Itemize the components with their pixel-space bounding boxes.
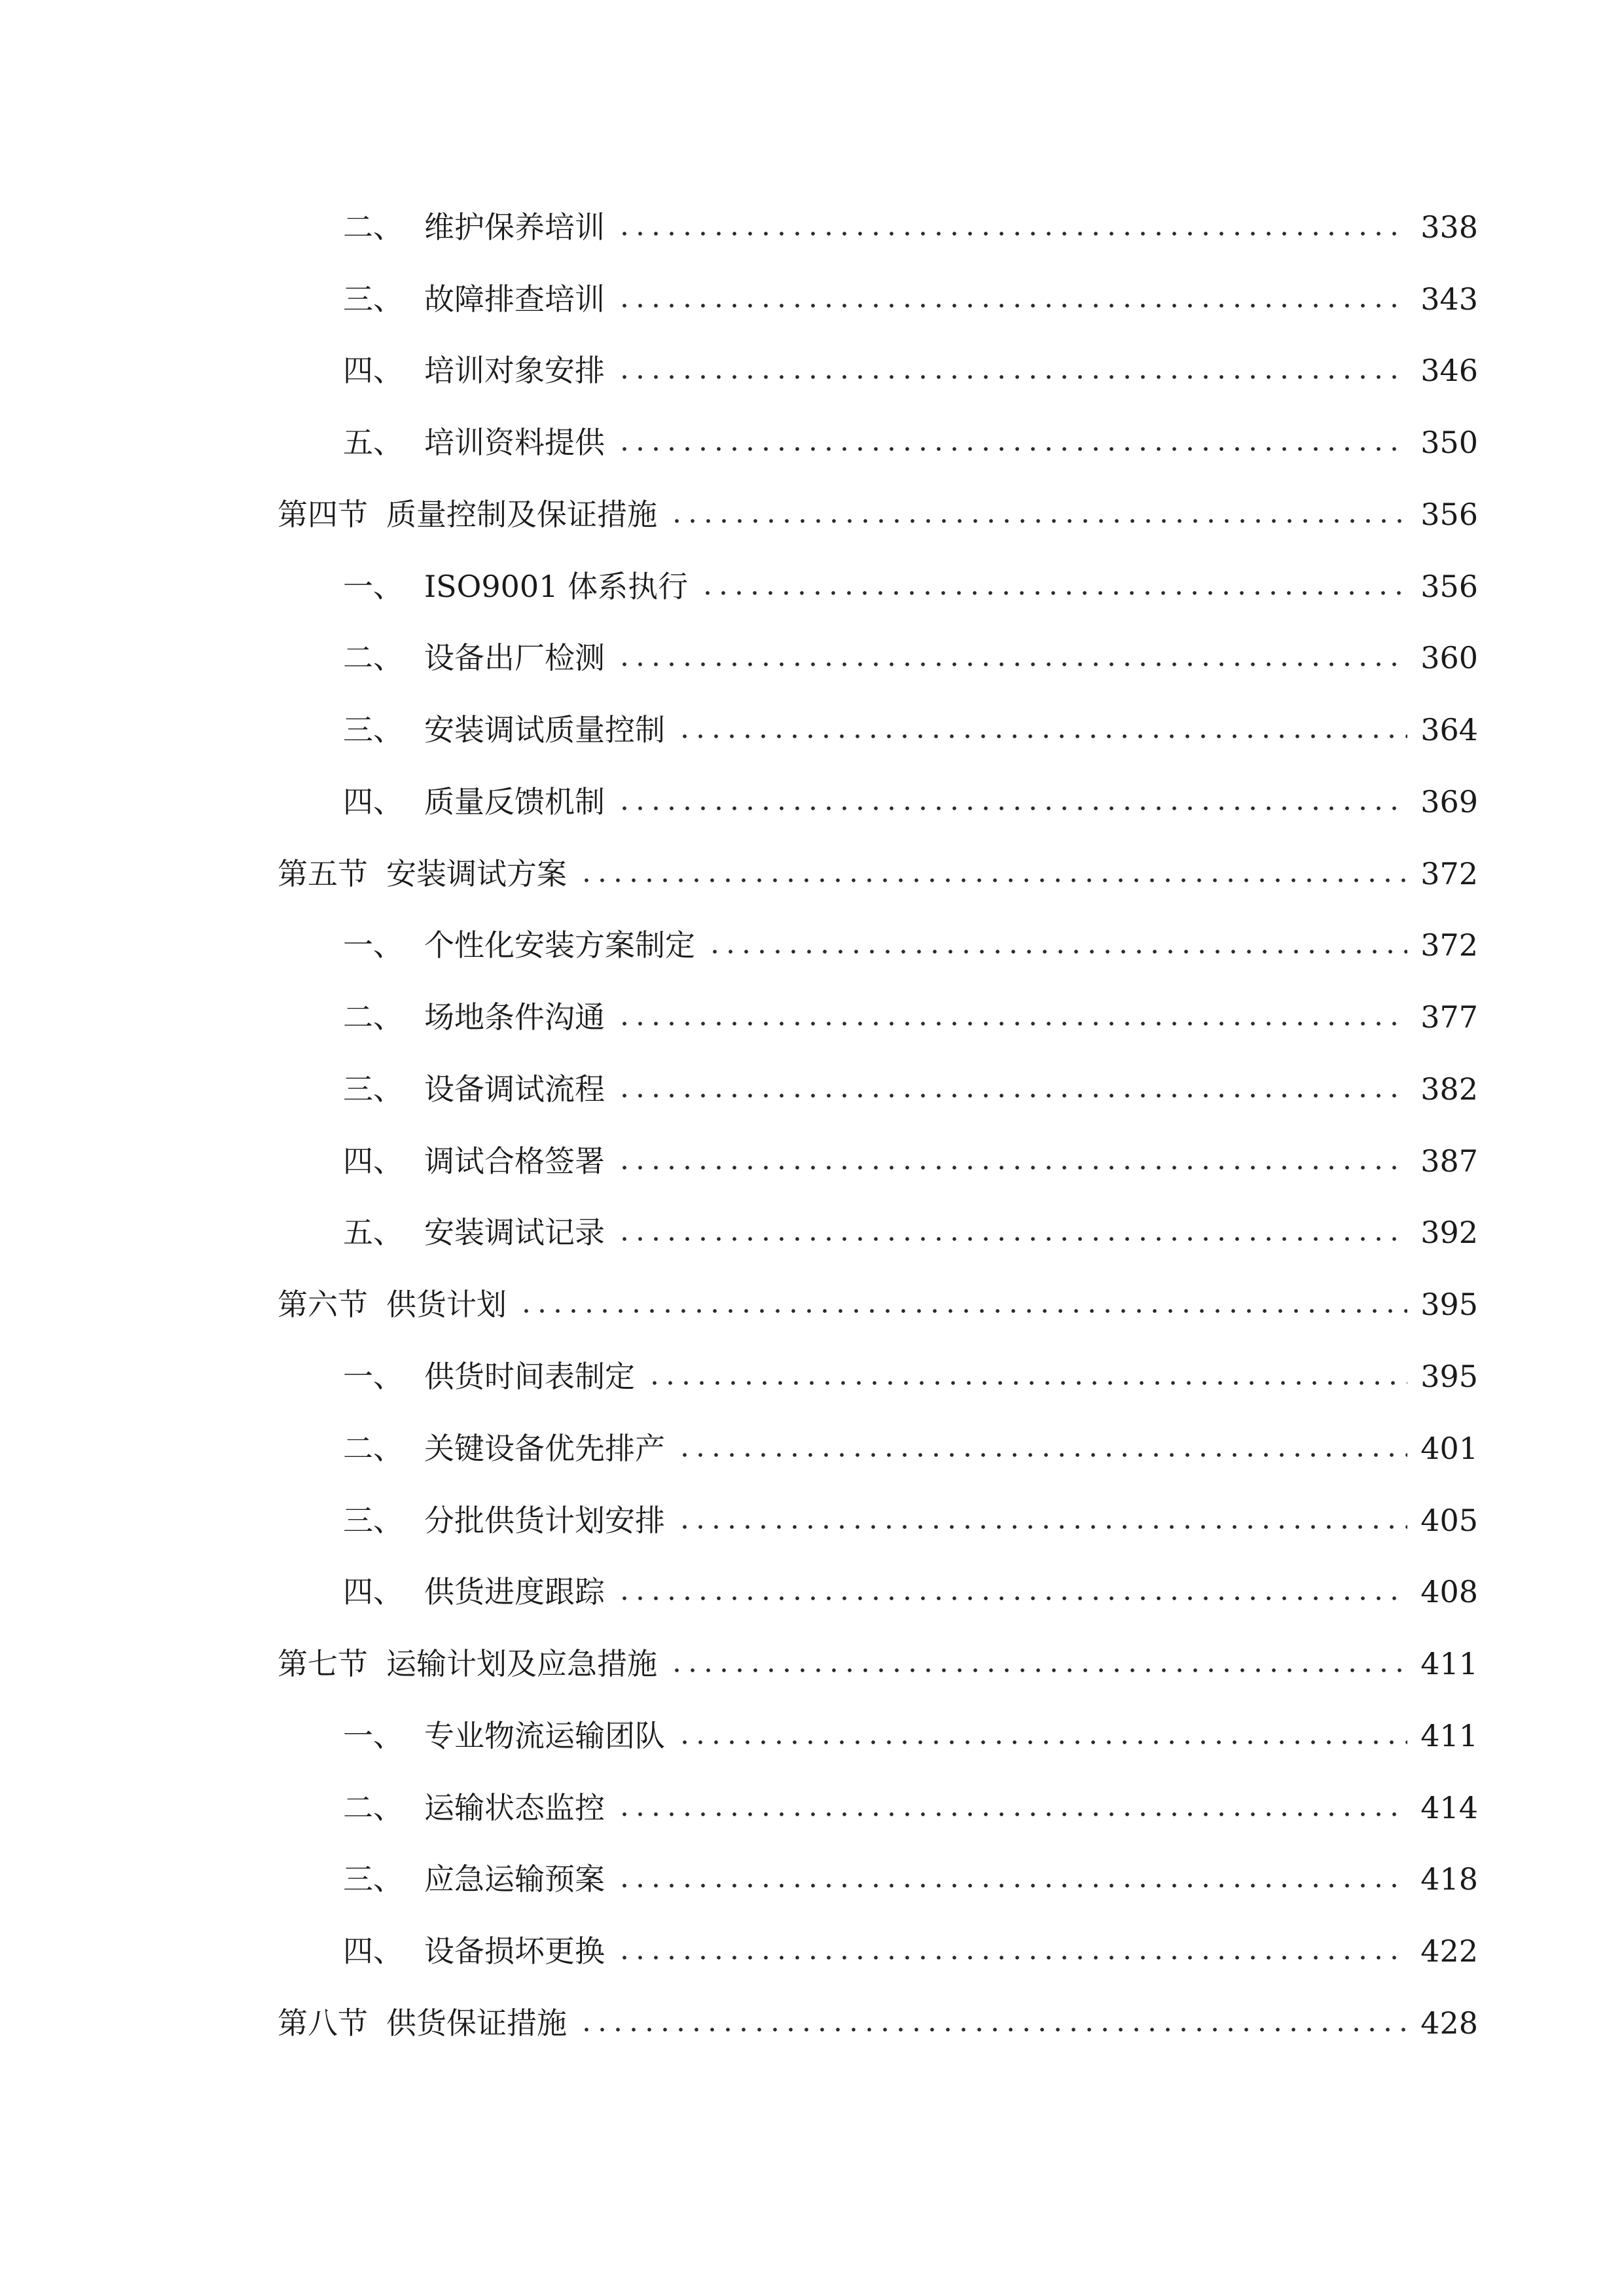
- toc-section-number: 第八节: [278, 2005, 368, 2041]
- toc-entry-page: 387: [1420, 1143, 1478, 1179]
- toc-entry[interactable]: [343, 1483, 1478, 1538]
- toc-entry-page: 392: [1420, 1215, 1478, 1250]
- dot-leader: [617, 1595, 1407, 1602]
- toc-entry[interactable]: [343, 1339, 1478, 1394]
- toc-entry[interactable]: [343, 1195, 1478, 1250]
- toc-entry-page: 338: [1420, 209, 1478, 245]
- toc-entry-title: 设备出厂检测: [424, 640, 605, 675]
- toc-entry-title: 调试合格签署: [424, 1143, 605, 1179]
- toc-entry-page: 356: [1420, 569, 1478, 604]
- dot-leader: [617, 1882, 1407, 1889]
- dot-leader: [617, 805, 1407, 812]
- toc-entry-title: 供货进度跟踪: [424, 1574, 605, 1609]
- dot-leader: [669, 518, 1407, 524]
- toc-entry-number: 五、: [343, 425, 403, 460]
- toc-entry[interactable]: [343, 1554, 1478, 1607]
- toc-entry-number: 三、: [343, 1861, 403, 1897]
- toc-section-entry[interactable]: [278, 1626, 1478, 1679]
- dot-leader: [617, 446, 1407, 452]
- toc-entry-number: 二、: [343, 1431, 403, 1466]
- toc-entry-number: 二、: [343, 999, 403, 1035]
- toc-section-entry[interactable]: [278, 477, 1478, 532]
- toc-section-title: 安装调试方案: [386, 856, 567, 891]
- toc-entry-number: 三、: [343, 1503, 403, 1538]
- toc-entry-number: 三、: [343, 1071, 403, 1107]
- toc-entry-number: 二、: [343, 209, 403, 245]
- toc-entry-title: 个性化安装方案制定: [424, 927, 695, 963]
- toc-entry[interactable]: [343, 692, 1478, 745]
- toc-section-title: 供货计划: [386, 1287, 507, 1322]
- dot-leader: [617, 1092, 1407, 1099]
- toc-entry-page: 343: [1420, 281, 1478, 317]
- toc-entry-number: 二、: [343, 640, 403, 675]
- toc-entry[interactable]: [343, 980, 1478, 1035]
- toc-entry[interactable]: [343, 1124, 1478, 1179]
- toc-entry[interactable]: [343, 190, 1478, 245]
- toc-entry-title: 场地条件沟通: [424, 999, 605, 1035]
- toc-entry-page: 372: [1420, 856, 1478, 891]
- toc-entry-page: 372: [1420, 927, 1478, 963]
- dot-leader: [617, 1811, 1407, 1818]
- dot-leader: [707, 948, 1407, 955]
- dot-leader: [617, 1164, 1407, 1171]
- toc-section-title: 运输计划及应急措施: [386, 1646, 657, 1681]
- toc-entry-title: 供货时间表制定: [424, 1359, 635, 1394]
- toc-entry-number: 一、: [343, 927, 403, 963]
- toc-entry-title: 设备调试流程: [424, 1071, 605, 1107]
- toc-entry-title: 设备损坏更换: [424, 1933, 605, 1969]
- toc-section-entry[interactable]: [278, 836, 1478, 889]
- toc-entry-title: 专业物流运输团队: [424, 1718, 665, 1753]
- toc-entry-title: 应急运输预案: [424, 1861, 605, 1897]
- toc-entry-page: 405: [1420, 1503, 1478, 1538]
- toc-section-entry[interactable]: [278, 1267, 1478, 1322]
- toc-entry[interactable]: [343, 1052, 1478, 1107]
- toc-entry-page: 408: [1420, 1574, 1478, 1609]
- toc-entry-title: 质量反馈机制: [424, 784, 605, 819]
- dot-leader: [617, 661, 1407, 668]
- toc-entry-number: 一、: [343, 1718, 403, 1753]
- dot-leader: [677, 733, 1407, 740]
- toc-entry-page: 414: [1420, 1790, 1478, 1825]
- toc-entry-title: 关键设备优先排产: [424, 1431, 665, 1466]
- toc-section-number: 第四节: [278, 497, 368, 532]
- dot-leader: [579, 877, 1407, 884]
- toc-section-entry[interactable]: [278, 1986, 1478, 2041]
- toc-entry-title: 安装调试质量控制: [424, 712, 665, 747]
- toc-entry-title: 运输状态监控: [424, 1790, 605, 1825]
- dot-leader: [700, 590, 1407, 596]
- dot-leader: [617, 374, 1407, 380]
- toc-section-number: 第七节: [278, 1646, 368, 1681]
- toc-entry[interactable]: [343, 549, 1478, 604]
- toc-entry-page: 428: [1420, 2005, 1478, 2041]
- toc-entry-page: 418: [1420, 1861, 1478, 1897]
- toc-entry[interactable]: [343, 333, 1478, 386]
- dot-leader: [669, 1667, 1407, 1674]
- toc-entry-number: 二、: [343, 1790, 403, 1825]
- toc-entry[interactable]: [343, 405, 1478, 460]
- toc-section-number: 第六节: [278, 1287, 368, 1322]
- dot-leader: [617, 1020, 1407, 1027]
- dot-leader: [677, 1739, 1407, 1746]
- toc-entry-number: 四、: [343, 784, 403, 819]
- toc-entry-page: 360: [1420, 640, 1478, 675]
- toc-entry-page: 411: [1420, 1646, 1478, 1681]
- toc-entry-number: 四、: [343, 353, 403, 388]
- dot-leader: [617, 302, 1407, 309]
- toc-entry-page: 401: [1420, 1431, 1478, 1466]
- dot-leader: [677, 1524, 1407, 1530]
- toc-entry-page: 346: [1420, 353, 1478, 388]
- toc-entry-page: 395: [1420, 1359, 1478, 1394]
- dot-leader: [617, 1236, 1407, 1242]
- toc-entry-page: 382: [1420, 1071, 1478, 1107]
- toc-entry-number: 四、: [343, 1143, 403, 1179]
- toc-entry-title: 故障排查培训: [424, 281, 605, 317]
- toc-entry-number: 一、: [343, 1359, 403, 1394]
- toc-entry[interactable]: [343, 1411, 1478, 1466]
- toc-entry-number: 四、: [343, 1574, 403, 1609]
- toc-entry-page: 395: [1420, 1287, 1478, 1322]
- toc-entry-title: ISO9001 体系执行: [424, 569, 689, 604]
- toc-entry-page: 411: [1420, 1718, 1478, 1753]
- toc-entry-title: 维护保养培训: [424, 209, 605, 245]
- toc-entry[interactable]: [343, 764, 1478, 817]
- dot-leader: [518, 1308, 1407, 1314]
- dot-leader: [647, 1380, 1407, 1386]
- toc-entry[interactable]: [343, 262, 1478, 317]
- toc-entry[interactable]: [343, 1698, 1478, 1751]
- toc-entry[interactable]: [343, 1770, 1478, 1823]
- toc-section-title: 供货保证措施: [386, 2005, 567, 2041]
- toc-entry-page: 422: [1420, 1933, 1478, 1969]
- toc-entry-page: 364: [1420, 712, 1478, 747]
- toc-entry-title: 安装调试记录: [424, 1215, 605, 1250]
- toc-entry-number: 三、: [343, 712, 403, 747]
- toc-entry[interactable]: [343, 620, 1478, 673]
- toc-entry[interactable]: [343, 908, 1478, 963]
- toc-entry-title: 培训资料提供: [424, 425, 605, 460]
- toc-section-title: 质量控制及保证措施: [386, 497, 657, 532]
- toc-entry-number: 五、: [343, 1215, 403, 1250]
- toc-entry-number: 三、: [343, 281, 403, 317]
- toc-entry-number: 一、: [343, 569, 403, 604]
- toc-section-number: 第五节: [278, 856, 368, 891]
- dot-leader: [579, 2026, 1407, 2033]
- toc-entry-page: 356: [1420, 497, 1478, 532]
- toc-entry[interactable]: [343, 1842, 1478, 1897]
- toc-entry-title: 分批供货计划安排: [424, 1503, 665, 1538]
- toc-entry-page: 377: [1420, 999, 1478, 1035]
- dot-leader: [617, 1954, 1407, 1961]
- toc-entry-title: 培训对象安排: [424, 353, 605, 388]
- toc-entry-page: 369: [1420, 784, 1478, 819]
- dot-leader: [617, 230, 1407, 237]
- dot-leader: [677, 1452, 1407, 1458]
- toc-entry-number: 四、: [343, 1933, 403, 1969]
- toc-entry-page: 350: [1420, 425, 1478, 460]
- toc-entry[interactable]: [343, 1914, 1478, 1969]
